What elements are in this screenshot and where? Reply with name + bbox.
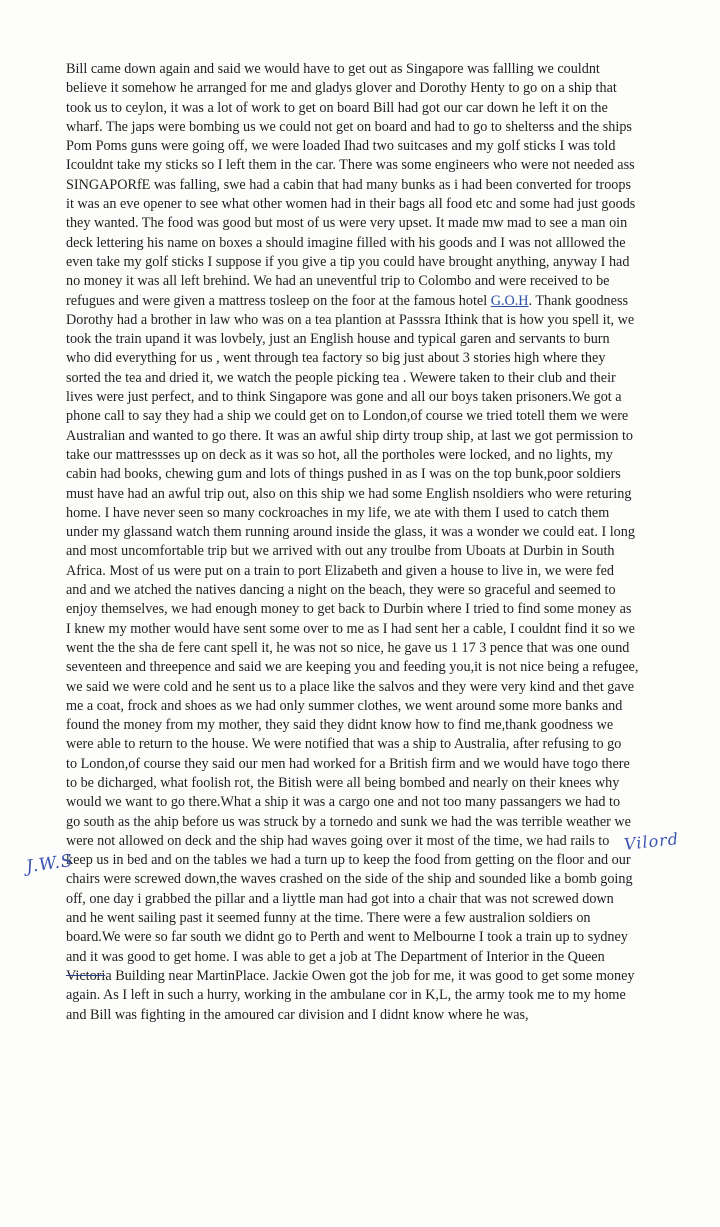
text-line [66, 292, 706, 311]
text-line: were able to return to the house. We were notified that was a ship to Australia, after refusing to go [66, 736, 622, 753]
text-line: Australian and wanted to go there. It was an awful ship dirty troup ship, at last we got permission to [66, 427, 633, 444]
text-line: we said we were cold and he sent us to a place like the salvos and they were very kind and thet gave [66, 678, 635, 695]
handwritten-margin-initials: J.W.S [24, 850, 75, 878]
text-line: and Bill was fighting in the amoured car division and I didnt know where he was, [66, 1006, 529, 1023]
text-line: and most uncomfortable trip but we arrived with out any troulbe from Uboats at Durbin in South [66, 543, 615, 560]
text-line: I knew my mother would have sent some over to me as I had sent her a cable, I couldnt find it so we [66, 620, 635, 637]
text-line: and it was good to get home. I was able to get a job at The Department of Interior in the Queen [66, 948, 605, 965]
text-line: Icouldnt take my sticks so I left them in the car. There was some engineers who were not needed ass [66, 157, 635, 174]
text-line: must have had an awful trip out, also on this ship we had some English nsoldiers who were returing [66, 485, 632, 502]
text-line: lives were just perfect, and to think Singapore was gone and all our boys taken prisoners.We got a [66, 389, 622, 406]
line-text: a Building near MartinPlace. Jackie Owen got the job for me, it was good to get some money [105, 967, 635, 984]
text-line: again. As I left in such a hurry, working in the ambulane cor in K,L, the army took me to my home [66, 987, 626, 1004]
text-line: and he went sailing past it seemed funny at the time. There were a few australion soldiers on [66, 910, 591, 927]
text-line: believe it somehow he arranged for me and gladys glover and Dorothy Henty to go on a ship that [66, 80, 617, 97]
text-line: off, one day i grabbed the pillar and a liyttle man had got into a chair that was not screwed down [66, 890, 614, 907]
text-line: went the the sha de fere cant spell it, he was not so nice, he gave us 1 17 3 pence that was one ound [66, 639, 630, 656]
text-line: Pom Poms guns were going off, we were loaded Ihad two suitcases and my golf sticks I was told [66, 138, 616, 155]
hotel-link: G.O.H [490, 292, 529, 309]
text-line: cabin had books, chewing gum and lots of things pushed in as I was on the top bunk,poor soldiers [66, 466, 621, 483]
text-line: took us to ceylon, it was a lot of work to get on board Bill had got our car down he left it on the [66, 99, 608, 116]
text-line: board.We were so far south we didnt go to Perth and went to Melbourne I took a train up to sydney [66, 929, 628, 946]
text-line: seventeen and threepence and said we are keeping you and feeding you,it is not nice being a refugee, [66, 659, 639, 676]
text-line: sorted the tea and dried it, we watch the people picking tea . Wewere taken to their club and their [66, 369, 616, 386]
text-line: no money it was all left brehind. We had an uneventful trip to Colombo and were received to be [66, 273, 610, 290]
line-text-continued: . Thank goodness [528, 292, 628, 309]
text-line: under my glassand watch them running around inside the glass, it was a wonder we could eat. I long [66, 524, 635, 541]
text-line: would we want to go there.What a ship it was a cargo one and not too many passangers we had to [66, 794, 621, 811]
handwritten-insertion: Vilord [623, 829, 680, 854]
text-line: chairs were screwed down,the waves crashed on the side of the ship and sounded like a bomb going [66, 871, 633, 888]
text-line: were not allowed on deck and the ship had waves going over it most of the time, we had rails to [66, 832, 610, 849]
text-line: Africa. Most of us were put on a train to port Elizabeth and given a house to live in, we were fed [66, 562, 615, 579]
text-line [66, 967, 706, 986]
text-line: even take my golf sticks I suppose if you give a tip you could have brought anything, anyway I had [66, 253, 630, 270]
text-line: take our mattressses up on deck as it was so hot, all the portholes were locked, and no lights, my [66, 446, 613, 463]
text-line: Dorothy had a brother in law who was on a tea plantion at Passsra Ithink that is how you spell it, we [66, 311, 635, 328]
text-line: found the money from my mother, they said they didnt know how to find me,thank goodness we [66, 717, 614, 734]
text-line: home. I have never seen so many cockroaches in my life, we ate with them I used to catch them [66, 504, 610, 521]
text-line: me a coat, frock and shoes as we had only summer clothes, we went around some more banks and [66, 697, 623, 714]
text-line: took the train upand it was lovbely, just an English house and typical garen and servants to burn [66, 331, 610, 348]
text-line: and and we atched the natives dancing a night on the beach, they were so graceful and seemed to [66, 582, 616, 599]
struck-word: Victori [66, 967, 106, 984]
text-line: who did everything for us , went through tea factory so big just about 3 stories high where they [66, 350, 606, 367]
text-line: to be dicharged, what foolish rot, the Bitish were all being bombed and nearly on their knees why [66, 774, 620, 791]
text-line: keep us in bed and on the tables we had a turn up to keep the food from getting on the floor and our [66, 852, 631, 869]
text-line: deck lettering his name on boxes a should imagine filled with his goods and I was not alllowed the [66, 234, 626, 251]
text-line: enjoy themselves, we had enough money to get back to Durbin where I tried to find some money as [66, 601, 632, 618]
text-line: it was an eve opener to see what other women had in their bags all food etc and some had just goods [66, 196, 636, 213]
text-line: SINGAPORfE was falling, swe had a cabin that had many bunks as i had been converted for troops [66, 176, 631, 193]
memoir-text [66, 60, 706, 1025]
text-line: wharf. The japs were bombing us we could not get on board and had to go to shelterss and the ships [66, 118, 632, 135]
text-line: go south as the ahip before us was struck by a tornedo and sunk we had the was terrible weather we [66, 813, 631, 830]
text-line: Bill came down again and said we would have to get out as Singapore was fallling we couldnt [66, 61, 600, 77]
text-line: to London,of course they said our men had worked for a British firm and we would have togo there [66, 755, 630, 772]
text-line: they wanted. The food was good but most of us were very upset. It made mw mad to see a man oin [66, 215, 628, 232]
text-line: phone call to say they had a ship we could get on to London,of course we tried totell them we were [66, 408, 629, 425]
line-text: refugues and were given a mattress tosleep on the foor at the famous hotel [66, 292, 491, 309]
